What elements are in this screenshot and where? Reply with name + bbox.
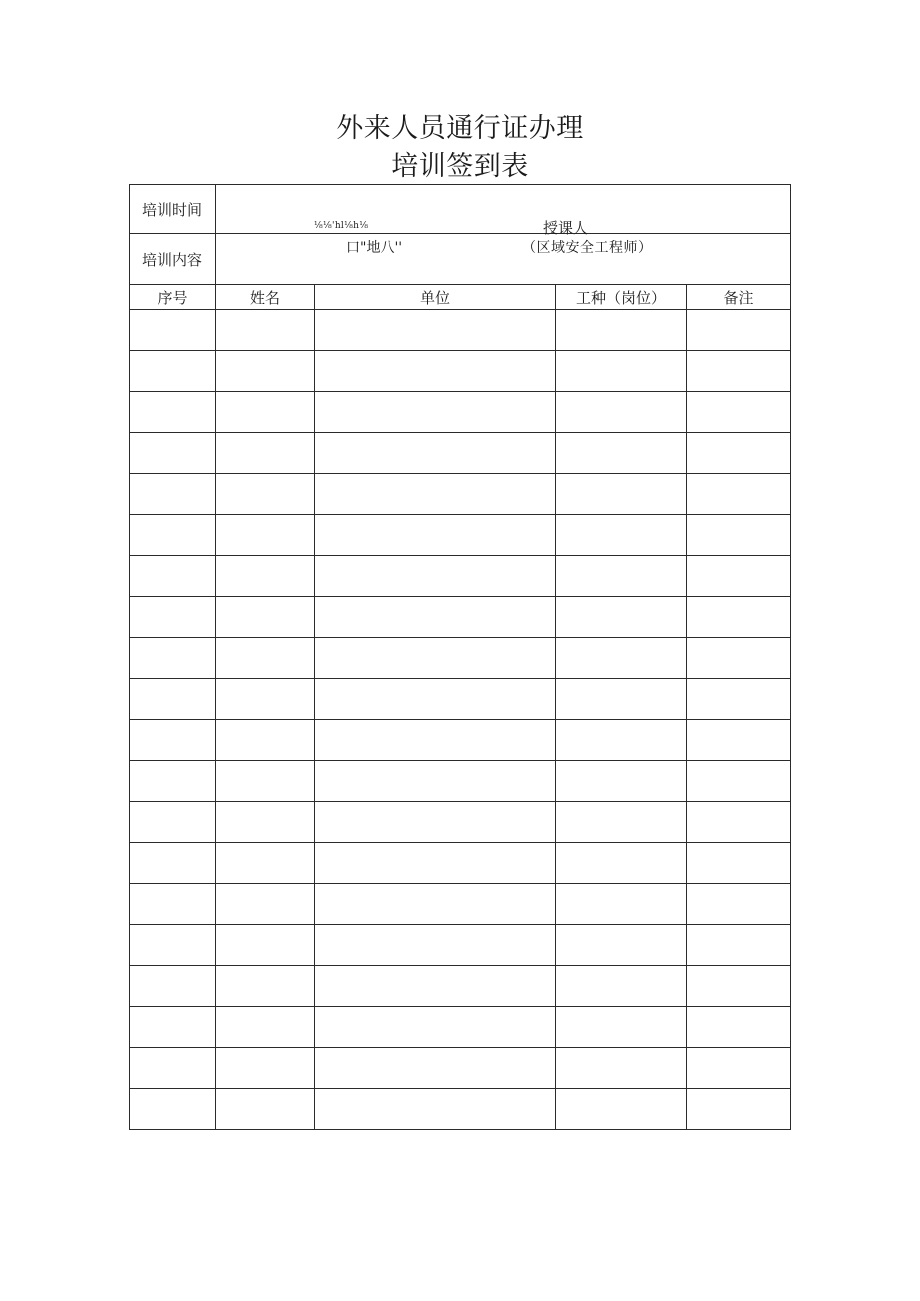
serial-cell[interactable] [130, 720, 216, 761]
job-cell[interactable] [556, 638, 687, 679]
serial-cell[interactable] [130, 802, 216, 843]
table-row [130, 925, 791, 966]
col-header-serial: 序号 [130, 285, 216, 310]
remark-cell[interactable] [687, 474, 791, 515]
table-row [130, 556, 791, 597]
remark-cell[interactable] [687, 433, 791, 474]
remark-cell[interactable] [687, 925, 791, 966]
table-row [130, 638, 791, 679]
job-cell[interactable] [556, 1089, 687, 1130]
col-header-name: 姓名 [216, 285, 315, 310]
training-time-value-bottom: 口"地八'' [346, 240, 403, 256]
table-row [130, 1048, 791, 1089]
training-time-cell [216, 185, 791, 256]
training-time-value-top: ⅛⅛'hl⅛h⅛ [314, 221, 369, 231]
remark-cell[interactable] [687, 392, 791, 433]
job-cell[interactable] [556, 597, 687, 638]
job-cell[interactable] [556, 392, 687, 433]
unit-cell[interactable] [315, 843, 556, 884]
training-content-value[interactable] [216, 234, 791, 285]
table-row [130, 1089, 791, 1130]
remark-cell[interactable] [687, 802, 791, 843]
name-cell[interactable] [216, 966, 315, 1007]
sign-in-table [129, 184, 791, 1130]
job-cell[interactable] [556, 515, 687, 556]
col-header-job: 工种（岗位） [556, 285, 687, 310]
name-cell[interactable] [216, 351, 315, 392]
table-row [130, 884, 791, 925]
unit-cell[interactable] [315, 720, 556, 761]
job-cell[interactable] [556, 802, 687, 843]
remark-cell[interactable] [687, 679, 791, 720]
unit-cell[interactable] [315, 474, 556, 515]
name-cell[interactable] [216, 392, 315, 433]
name-cell[interactable] [216, 720, 315, 761]
training-content-row [130, 234, 791, 285]
training-content-label: 培训内容 [130, 234, 216, 285]
name-cell[interactable] [216, 925, 315, 966]
serial-cell[interactable] [130, 351, 216, 392]
table-row [130, 310, 791, 351]
serial-cell[interactable] [130, 638, 216, 679]
serial-cell[interactable] [130, 515, 216, 556]
remark-cell[interactable] [687, 556, 791, 597]
unit-cell[interactable] [315, 884, 556, 925]
unit-cell[interactable] [315, 761, 556, 802]
remark-cell[interactable] [687, 1048, 791, 1089]
table-row [130, 392, 791, 433]
remark-cell[interactable] [687, 1007, 791, 1048]
unit-cell[interactable] [315, 310, 556, 351]
job-cell[interactable] [556, 1007, 687, 1048]
name-cell[interactable] [216, 474, 315, 515]
unit-cell[interactable] [315, 351, 556, 392]
serial-cell[interactable] [130, 597, 216, 638]
remark-cell[interactable] [687, 843, 791, 884]
name-cell[interactable] [216, 638, 315, 679]
remark-cell[interactable] [687, 515, 791, 556]
unit-cell[interactable] [315, 638, 556, 679]
table-row [130, 433, 791, 474]
name-cell[interactable] [216, 515, 315, 556]
serial-cell[interactable] [130, 679, 216, 720]
table-row [130, 761, 791, 802]
unit-cell[interactable] [315, 556, 556, 597]
table-row [130, 802, 791, 843]
remark-cell[interactable] [687, 761, 791, 802]
name-cell[interactable] [216, 556, 315, 597]
job-cell[interactable] [556, 310, 687, 351]
remark-cell[interactable] [687, 638, 791, 679]
unit-cell[interactable] [315, 1089, 556, 1130]
unit-cell[interactable] [315, 433, 556, 474]
job-cell[interactable] [556, 679, 687, 720]
job-cell[interactable] [556, 720, 687, 761]
job-cell[interactable] [556, 433, 687, 474]
table-row [130, 679, 791, 720]
table-row [130, 515, 791, 556]
unit-cell[interactable] [315, 1007, 556, 1048]
unit-cell[interactable] [315, 925, 556, 966]
remark-cell[interactable] [687, 720, 791, 761]
name-cell[interactable] [216, 1048, 315, 1089]
job-cell[interactable] [556, 966, 687, 1007]
serial-cell[interactable] [130, 884, 216, 925]
name-cell[interactable] [216, 802, 315, 843]
remark-cell[interactable] [687, 966, 791, 1007]
unit-cell[interactable] [315, 1048, 556, 1089]
name-cell[interactable] [216, 1007, 315, 1048]
job-cell[interactable] [556, 351, 687, 392]
lecturer-note: （区域安全工程师） [522, 240, 653, 256]
name-cell[interactable] [216, 761, 315, 802]
serial-cell[interactable] [130, 1007, 216, 1048]
name-cell[interactable] [216, 597, 315, 638]
serial-cell[interactable] [130, 761, 216, 802]
remark-cell[interactable] [687, 597, 791, 638]
table-row [130, 597, 791, 638]
remark-cell[interactable] [687, 1089, 791, 1130]
serial-cell[interactable] [130, 843, 216, 884]
unit-cell[interactable] [315, 679, 556, 720]
remark-cell[interactable] [687, 351, 791, 392]
table-row [130, 966, 791, 1007]
serial-cell[interactable] [130, 1089, 216, 1130]
unit-cell[interactable] [315, 597, 556, 638]
serial-cell[interactable] [130, 392, 216, 433]
job-cell[interactable] [556, 925, 687, 966]
col-header-unit: 单位 [315, 285, 556, 310]
table-row [130, 351, 791, 392]
name-cell[interactable] [216, 884, 315, 925]
job-cell[interactable] [556, 761, 687, 802]
job-cell[interactable] [556, 843, 687, 884]
table-row [130, 720, 791, 761]
unit-cell[interactable] [315, 802, 556, 843]
lecturer-label: 授课人 [543, 219, 589, 237]
column-header-row [130, 285, 791, 310]
job-cell[interactable] [556, 884, 687, 925]
unit-cell[interactable] [315, 515, 556, 556]
serial-cell[interactable] [130, 433, 216, 474]
training-time-label: 培训时间 [130, 185, 216, 234]
name-cell[interactable] [216, 310, 315, 351]
serial-cell[interactable] [130, 1048, 216, 1089]
name-cell[interactable] [216, 679, 315, 720]
document-subtitle: 培训签到表 [391, 151, 529, 182]
table-row [130, 1007, 791, 1048]
serial-cell[interactable] [130, 474, 216, 515]
serial-cell[interactable] [130, 966, 216, 1007]
document-title: 外来人员通行证办理 [336, 113, 584, 144]
unit-cell[interactable] [315, 392, 556, 433]
col-header-remark: 备注 [687, 285, 791, 310]
serial-cell[interactable] [130, 556, 216, 597]
job-cell[interactable] [556, 1048, 687, 1089]
serial-cell[interactable] [130, 925, 216, 966]
remark-cell[interactable] [687, 310, 791, 351]
name-cell[interactable] [216, 843, 315, 884]
training-time-row [130, 185, 791, 234]
serial-cell[interactable] [130, 310, 216, 351]
table-row [130, 843, 791, 884]
unit-cell[interactable] [315, 966, 556, 1007]
job-cell[interactable] [556, 474, 687, 515]
table-row [130, 474, 791, 515]
remark-cell[interactable] [687, 884, 791, 925]
name-cell[interactable] [216, 1089, 315, 1130]
job-cell[interactable] [556, 556, 687, 597]
name-cell[interactable] [216, 433, 315, 474]
